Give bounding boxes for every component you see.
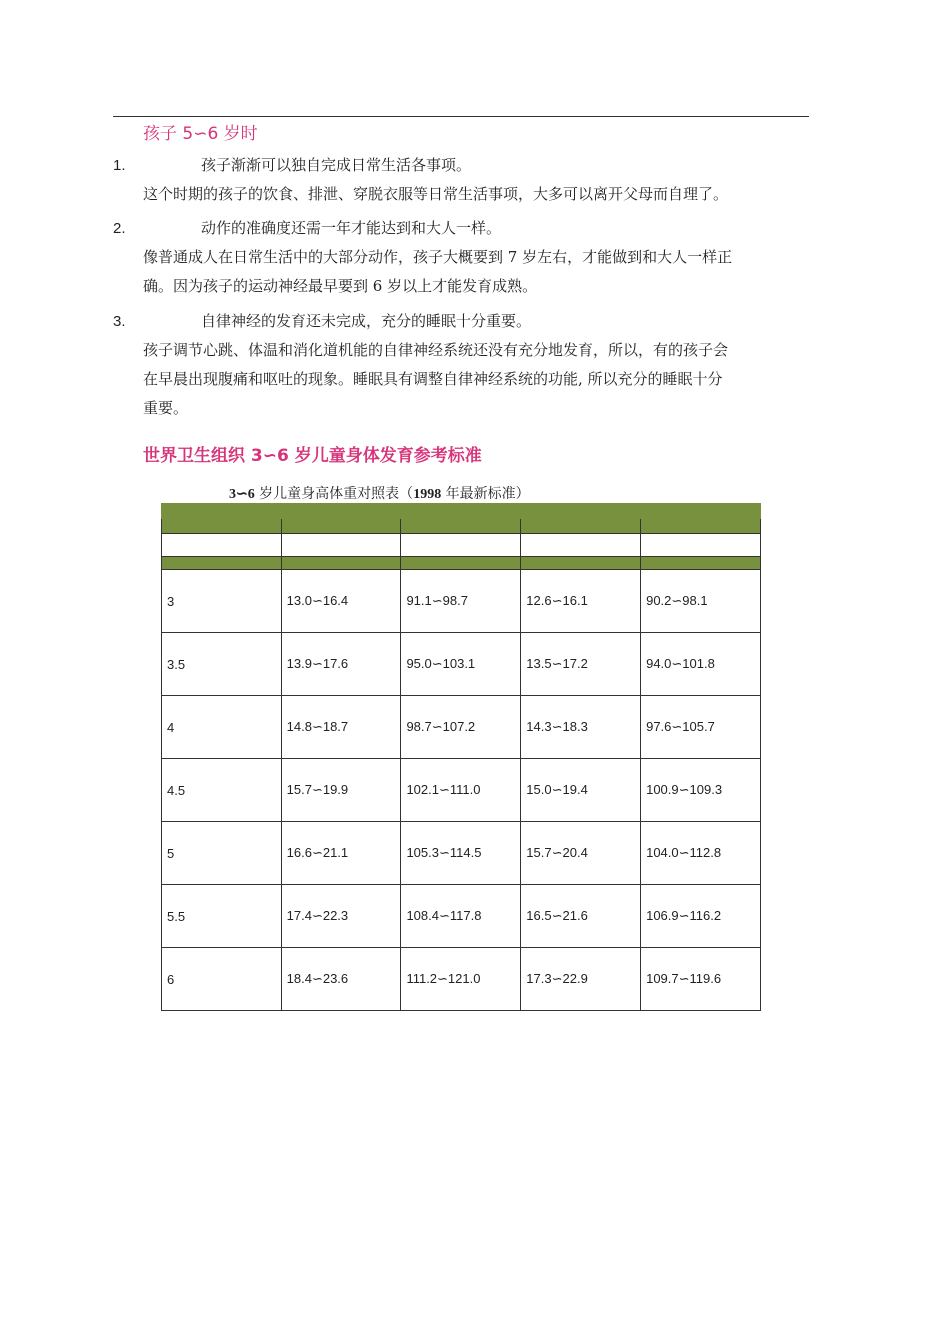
table-cell: 3.5 — [162, 633, 282, 696]
table-header-row — [162, 534, 761, 557]
body-line: 确。因为孩子的运动神经最早要到 6 岁以上才能发育成熟。 — [143, 277, 538, 295]
table-cell: 16.5∽21.6 — [521, 885, 641, 948]
list-item-title: 孩子渐渐可以独自完成日常生活各事项。 — [201, 156, 472, 174]
body-line: 在早晨出现腹痛和呕吐的现象。睡眠具有调整自律神经系统的功能, 所以充分的睡眠十分 — [143, 370, 723, 388]
table-cell: 6 — [162, 948, 282, 1011]
list-item-title: 动作的准确度还需一年才能达到和大人一样。 — [201, 219, 502, 237]
table-cell: 5.5 — [162, 885, 282, 948]
table-cell: 95.0∽103.1 — [401, 633, 521, 696]
table-cell: 90.2∽98.1 — [641, 570, 761, 633]
table-cell: 13.5∽17.2 — [521, 633, 641, 696]
table-cell: 17.4∽22.3 — [281, 885, 401, 948]
table-row — [162, 759, 761, 822]
table-row — [162, 948, 761, 1011]
caption-tail: 年最新标准） — [441, 486, 530, 502]
table-cell: 105.3∽114.5 — [401, 822, 521, 885]
list-item-number: 3. — [113, 313, 126, 330]
table-row — [162, 633, 761, 696]
table-header-band — [162, 504, 761, 519]
table-cell: 106.9∽116.2 — [641, 885, 761, 948]
table-header-band — [162, 519, 761, 534]
table-cell: 100.9∽109.3 — [641, 759, 761, 822]
top-divider — [113, 116, 809, 117]
table-cell: 17.3∽22.9 — [521, 948, 641, 1011]
caption-text: 岁儿童身高体重对照表（ — [254, 486, 414, 502]
table-cell: 4 — [162, 696, 282, 759]
caption-year: 1998 — [413, 487, 442, 502]
table-cell: 108.4∽117.8 — [401, 885, 521, 948]
table-cell: 102.1∽111.0 — [401, 759, 521, 822]
table-cell: 13.9∽17.6 — [281, 633, 401, 696]
table-cell: 3 — [162, 570, 282, 633]
body-line: 重要。 — [143, 399, 189, 417]
table-cell: 14.3∽18.3 — [521, 696, 641, 759]
table-cell: 15.7∽19.9 — [281, 759, 401, 822]
list-item-body — [143, 243, 813, 301]
table-cell: 14.8∽18.7 — [281, 696, 401, 759]
table-cell: 12.6∽16.1 — [521, 570, 641, 633]
body-line: 孩子调节心跳、体温和消化道机能的自律神经系统还没有充分地发育，所以，有的孩子会 — [143, 341, 729, 359]
table-cell: 13.0∽16.4 — [281, 570, 401, 633]
height-weight-table — [161, 503, 761, 1011]
table-cell: 5 — [162, 822, 282, 885]
table-row — [162, 696, 761, 759]
table-header-band — [162, 557, 761, 570]
table-row — [162, 885, 761, 948]
list-item-number: 1. — [113, 157, 126, 174]
table-cell: 97.6∽105.7 — [641, 696, 761, 759]
table-cell: 111.2∽121.0 — [401, 948, 521, 1011]
list-item-body — [143, 180, 813, 209]
table-cell: 4.5 — [162, 759, 282, 822]
table-cell: 15.0∽19.4 — [521, 759, 641, 822]
table-cell: 109.7∽119.6 — [641, 948, 761, 1011]
list-item-number: 2. — [113, 220, 126, 237]
body-line: 像普通成人在日常生活中的大部分动作，孩子大概要到 7 岁左右，才能做到和大人一样正 — [143, 248, 733, 266]
table-cell: 18.4∽23.6 — [281, 948, 401, 1011]
section-heading-who-standard: 世界卫生组织 3∽6 岁儿童身体发育参考标准 — [143, 446, 482, 466]
table-row — [162, 822, 761, 885]
table-cell: 104.0∽112.8 — [641, 822, 761, 885]
table-cell: 16.6∽21.1 — [281, 822, 401, 885]
table-cell: 15.7∽20.4 — [521, 822, 641, 885]
section-heading-age-5-6: 孩子 5∽6 岁时 — [143, 124, 258, 144]
table-row — [162, 570, 761, 633]
table-cell: 91.1∽98.7 — [401, 570, 521, 633]
table-body — [162, 570, 761, 1011]
table-cell: 98.7∽107.2 — [401, 696, 521, 759]
table-cell: 94.0∽101.8 — [641, 633, 761, 696]
list-item-body — [143, 336, 813, 423]
list-item-title: 自律神经的发育还未完成，充分的睡眠十分重要。 — [201, 312, 532, 330]
body-line: 这个时期的孩子的饮食、排泄、穿脱衣服等日常生活事项，大多可以离开父母而自理了。 — [143, 185, 729, 203]
caption-age-range: 3∽6 — [229, 487, 255, 502]
table-caption — [229, 483, 530, 503]
